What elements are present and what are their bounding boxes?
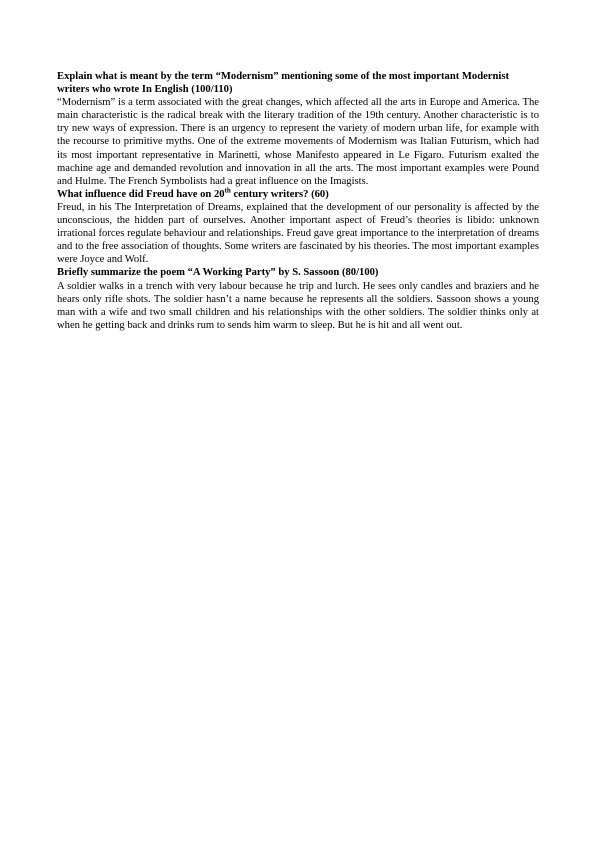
question-freud <box>57 188 539 201</box>
question-modernism: Explain what is meant by the term “Modernism” mentioning some of the most important Modernist writers who wrote In English (100/110) <box>57 71 509 96</box>
answer-sassoon: A soldier walks in a trench with very labour because he trip and lurch. He sees only candles and braziers and he hears only rifle shots. The soldier hasn’t a name because he represents all the soldiers. Sassoon shows a young man with a wife and two small children and his relationships with the other soldiers. The soldier thinks only at when he getting back and drinks rum to sends him warm to sleep. But he is hit and all went out. <box>57 280 539 331</box>
question-freud-superscript: th <box>224 186 231 195</box>
document-page <box>57 70 539 332</box>
answer-modernism: “Modernism” is a term associated with the great changes, which affected all the arts in Europe and America. The main characteristic is the radical break with the literary tradition of the 19th century. Another characteristic is to try new ways of expression. There is an urgency to represent the variety of modern urban life, for example with the recourse to primitive myths. One of the extreme movements of Modernism was Italian Futurism, which had its most important representative in Marinetti, whose Manifesto appeared in Le Figaro. Futurism exalted the machine age and demanded revolution and innovation in all the arts. The most important examples were Pound and Hulme. The French Symbolists had a great influence on the Imagists. <box>57 97 539 187</box>
answer-freud: Freud, in his The Interpretation of Dreams, explained that the development of our personality is affected by the unconscious, the hidden part of ourselves. Another important aspect of Freud’s theories is libido: unknown irrational forces regulate behaviour and relationships. Freud gave great importance to the interpretation of dreams and to the free association of thoughts. Some writers are fascinated by his theories. The most important examples were Joyce and Wolf. <box>57 201 539 266</box>
question-freud-text-end: century writers? (60) <box>230 188 329 200</box>
question-freud-text-start: What influence did Freud have on 20 <box>57 188 225 200</box>
question-sassoon: Briefly summarize the poem “A Working Party” by S. Sassoon (80/100) <box>57 267 379 279</box>
